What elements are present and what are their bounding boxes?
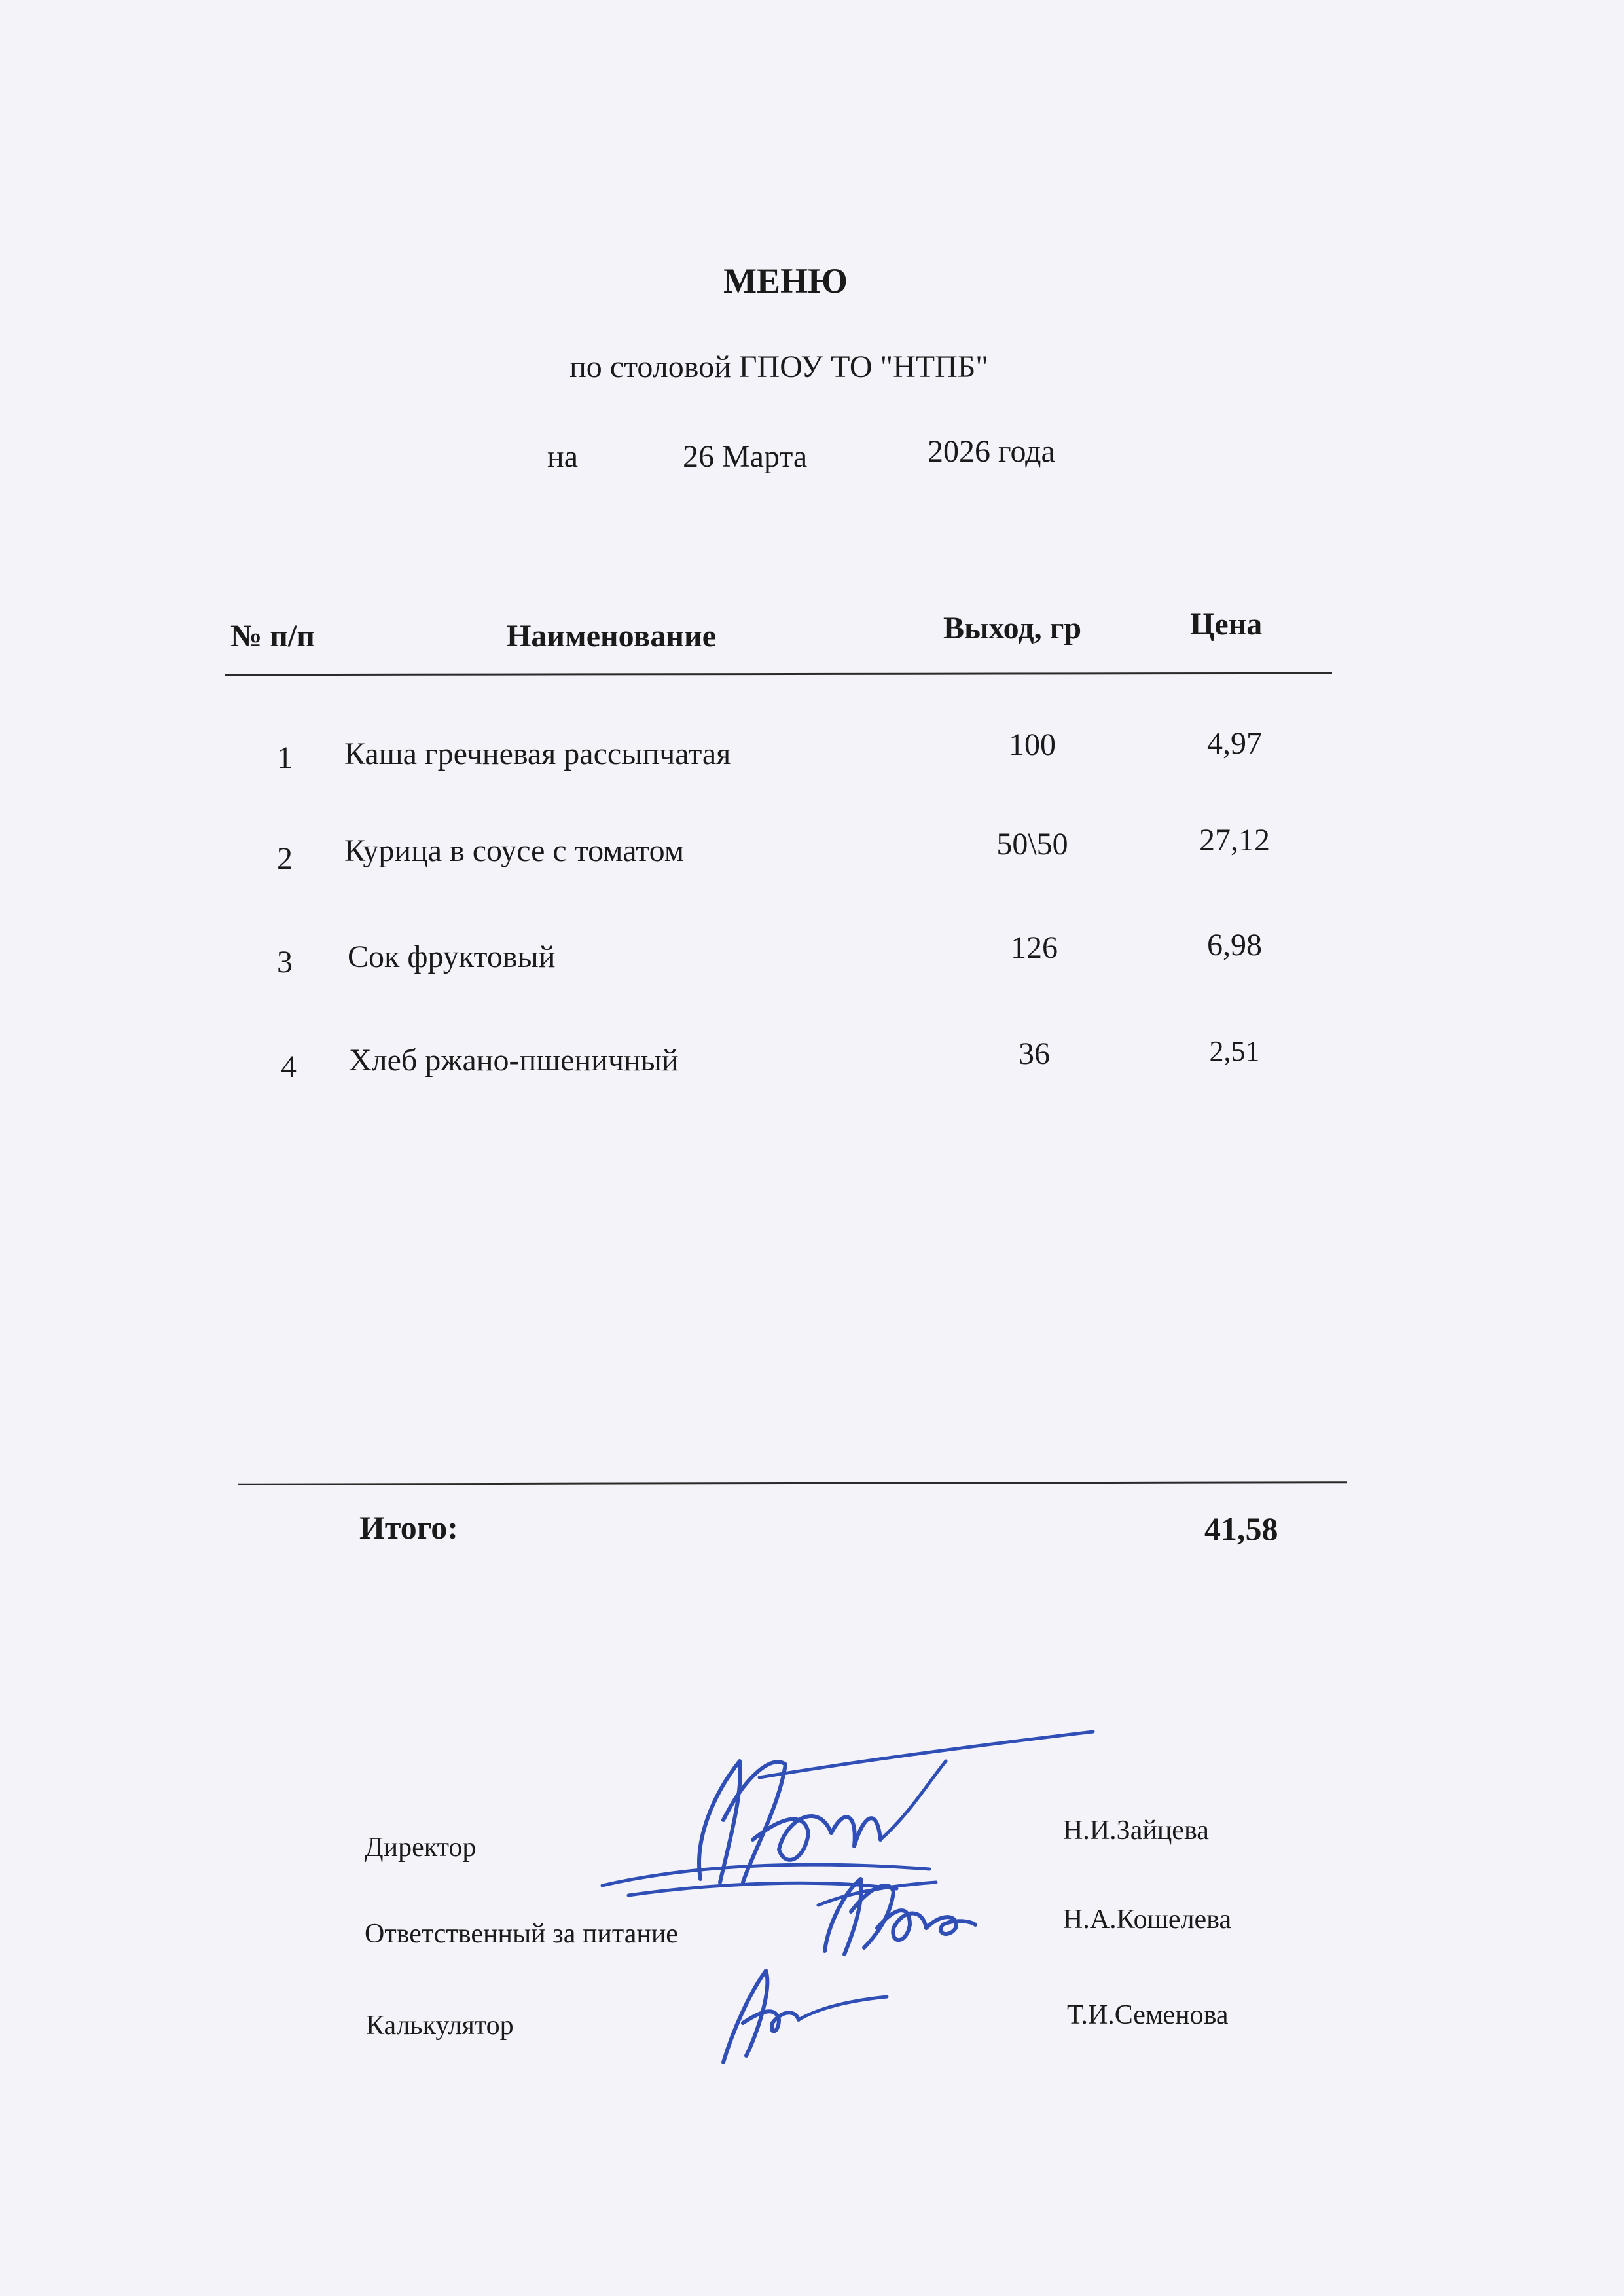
signature-role-director: Директор xyxy=(365,1832,477,1863)
signature-name-nutrition: Н.А.Кошелева xyxy=(1063,1904,1232,1935)
row-3-price: 6,98 xyxy=(1207,928,1262,962)
calculator-signature xyxy=(710,1958,893,2069)
date-prefix: на xyxy=(547,439,578,474)
document-subtitle: по столовой ГПОУ ТО "НТПБ" xyxy=(569,350,988,384)
row-1-price: 4,97 xyxy=(1207,726,1262,761)
row-2-number: 2 xyxy=(277,841,293,876)
date-day-month: 26 Марта xyxy=(683,439,808,474)
total-label: Итого: xyxy=(359,1509,458,1546)
row-3-name: Сок фруктовый xyxy=(348,939,556,974)
signature-name-calculator: Т.И.Семенова xyxy=(1067,2000,1229,2030)
row-3-yield: 126 xyxy=(1011,930,1058,965)
row-2-yield: 50\50 xyxy=(996,827,1068,862)
document-title: МЕНЮ xyxy=(723,261,848,301)
header-name: Наименование xyxy=(507,619,716,653)
row-2-name: Курица в соусе с томатом xyxy=(344,833,685,868)
row-1-number: 1 xyxy=(277,740,293,775)
row-4-yield: 36 xyxy=(1019,1036,1050,1071)
header-price: Цена xyxy=(1190,607,1263,642)
row-4-name: Хлеб ржано-пшеничный xyxy=(349,1043,679,1078)
date-year: 2026 года xyxy=(928,434,1055,469)
signature-role-calculator: Калькулятор xyxy=(366,2011,514,2041)
row-4-number: 4 xyxy=(281,1049,297,1084)
header-rule xyxy=(225,672,1332,676)
total-rule xyxy=(238,1481,1347,1485)
row-3-number: 3 xyxy=(277,945,293,979)
signature-name-director: Н.И.Зайцева xyxy=(1063,1815,1209,1846)
total-value: 41,58 xyxy=(1204,1510,1278,1547)
nutrition-signature xyxy=(812,1866,982,1964)
row-1-name: Каша гречневая рассыпчатая xyxy=(344,737,731,771)
row-1-yield: 100 xyxy=(1009,727,1056,762)
header-number: № п/п xyxy=(230,619,315,653)
row-2-price: 27,12 xyxy=(1199,823,1270,858)
signature-role-nutrition: Ответственный за питание xyxy=(365,1919,678,1949)
row-4-price: 2,51 xyxy=(1209,1035,1260,1067)
header-yield: Выход, гр xyxy=(943,611,1082,646)
